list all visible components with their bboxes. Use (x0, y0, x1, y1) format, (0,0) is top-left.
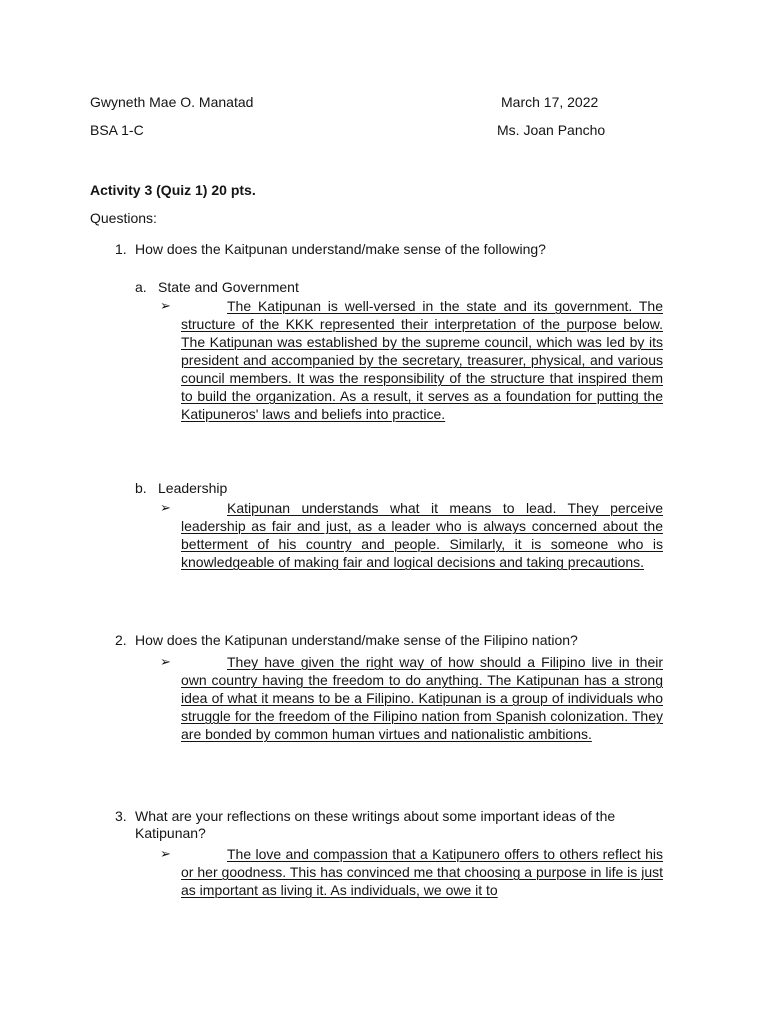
question-1-text: How does the Kaitpunan understand/make sense of the following? (135, 241, 546, 257)
subitem-a-letter: a. (135, 279, 147, 295)
answer-reflections: The love and compassion that a Katipunero offers to others reflect his or her goodness. This has convinced me that choosing a purpose in life is just as important as living it. As individuals, we owe it to (181, 846, 663, 898)
arrowhead-bullet-icon: ➢ (160, 846, 171, 861)
arrowhead-bullet-icon: ➢ (160, 500, 171, 515)
questions-label: Questions: (90, 210, 157, 226)
question-1-number: 1. (115, 241, 127, 257)
question-2-number: 2. (115, 632, 127, 648)
answer-filipino-nation: They have given the right way of how should a Filipino live in their own country having the freedom to do anything. The Katipunan has a strong idea of what it means to be a Filipino. Katipunan is a group of individuals who struggle for the freedom of the Filipino nation from Spanish colonization. They are bonded by common human virtues and nationalistic ambitions. (181, 654, 663, 742)
submission-date: March 17, 2022 (501, 94, 599, 110)
question-3-number: 3. (115, 808, 127, 824)
student-name: Gwyneth Mae O. Manatad (90, 94, 254, 110)
subitem-b-label: Leadership (158, 480, 228, 496)
activity-title: Activity 3 (Quiz 1) 20 pts. (90, 182, 256, 198)
answer-leadership: Katipunan understands what it means to lead. They perceive leadership as fair and just, as a leader who is always concerned about the betterment of his country and people. Similarly, it is someone who is knowledgeable of making fair and logical decisions and taking precautions. (181, 500, 663, 570)
student-section: BSA 1-C (90, 122, 144, 138)
subitem-a-label: State and Government (158, 279, 299, 295)
arrowhead-bullet-icon: ➢ (160, 298, 171, 313)
teacher-name: Ms. Joan Pancho (497, 122, 606, 138)
question-3-text: What are your reflections on these writings about some important ideas of the Katipunan? (135, 808, 616, 841)
arrowhead-bullet-icon: ➢ (160, 654, 171, 669)
answer-state-and-government: The Katipunan is well-versed in the state and its government. The structure of the KKK represented their interpretation of the purpose below. The Katipunan was established by the supreme council, which was led by its president and accompanied by the secretary, treasurer, physical, and various council members. It was the responsibility of the structure that inspired them to build the organization. As a result, it serves as a foundation for putting the Katipuneros' laws and beliefs into practice. (181, 298, 663, 422)
question-2-text: How does the Katipunan understand/make sense of the Filipino nation? (135, 632, 578, 648)
subitem-b-letter: b. (135, 480, 147, 496)
